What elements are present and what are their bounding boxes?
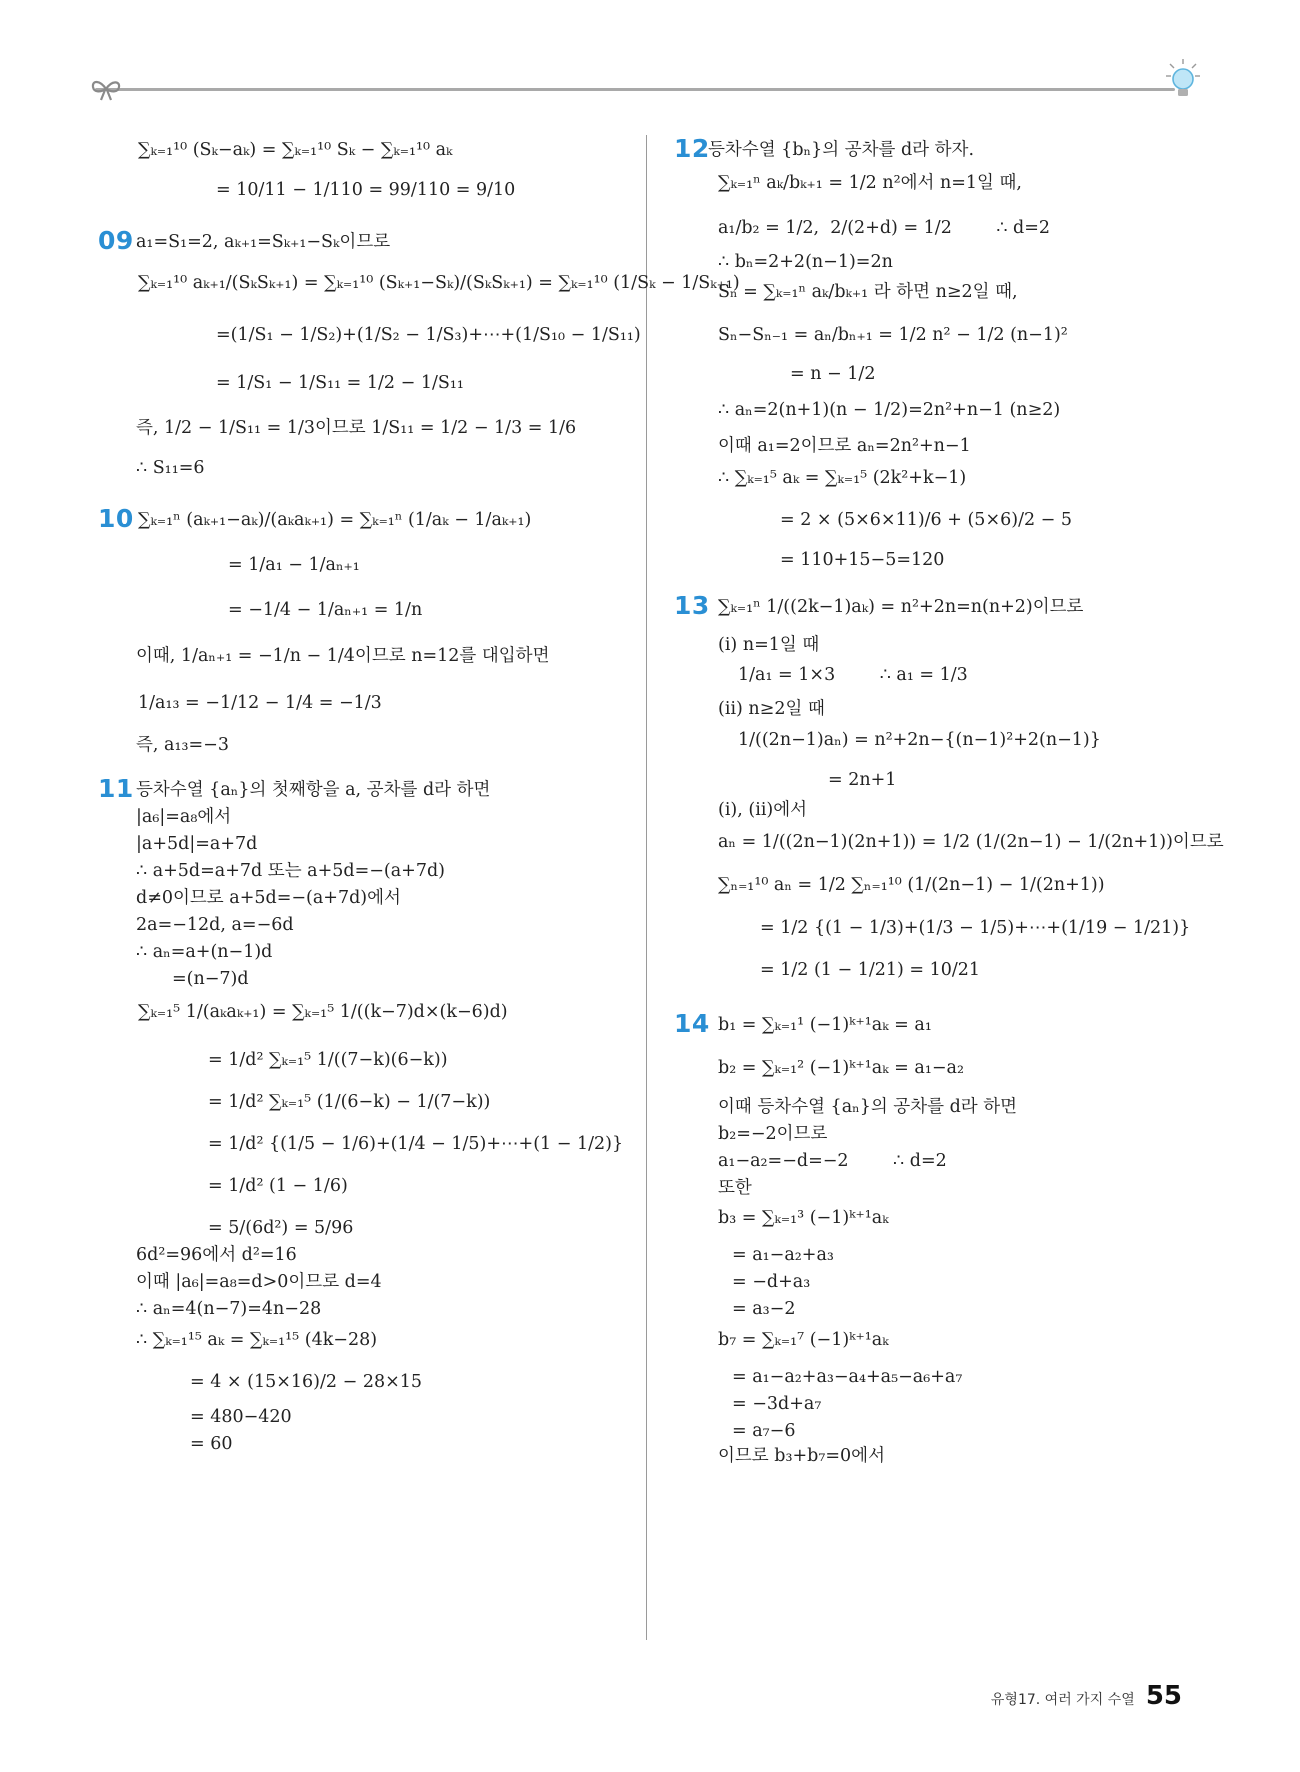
left-line: = 1/d² {(1/5 − 1/6)+(1/4 − 1/5)+⋯+(1 − 1/2)} bbox=[208, 1134, 624, 1154]
page-number: 55 bbox=[1145, 1681, 1182, 1711]
right-line: 이므로 b₃+b₇=0에서 bbox=[718, 1446, 885, 1466]
left-line: 1/a₁₃ = −1/12 − 1/4 = −1/3 bbox=[138, 693, 382, 713]
right-line: Sₙ−Sₙ₋₁ = aₙ/bₙ₊₁ = 1/2 n² − 1/2 (n−1)² bbox=[718, 325, 1068, 345]
right-line: = a₃−2 bbox=[732, 1299, 796, 1319]
right-line: = 110+15−5=120 bbox=[780, 550, 945, 570]
question-number-13: 13 bbox=[674, 591, 710, 620]
right-line: b₁ = ∑ₖ₌₁¹ (−1)ᵏ⁺¹aₖ = a₁ bbox=[718, 1015, 932, 1035]
right-line: = a₁−a₂+a₃−a₄+a₅−a₆+a₇ bbox=[732, 1367, 963, 1387]
right-line: 1/a₁ = 1×3 ∴ a₁ = 1/3 bbox=[738, 665, 968, 685]
right-line: ∴ aₙ=2(n+1)(n − 1/2)=2n²+n−1 (n≥2) bbox=[718, 400, 1061, 420]
page-footer bbox=[991, 1681, 1182, 1711]
right-line: 또한 bbox=[718, 1178, 752, 1198]
right-line: (ⅰ) n=1일 때 bbox=[718, 635, 820, 655]
right-line: = −d+a₃ bbox=[732, 1272, 811, 1292]
left-line: 2a=−12d, a=−6d bbox=[136, 915, 294, 935]
footer-title: 유형17. 여러 가지 수열 bbox=[990, 1692, 1135, 1708]
left-line: = 5/(6d²) = 5/96 bbox=[208, 1218, 354, 1238]
right-line: Sₙ = ∑ₖ₌₁ⁿ aₖ/bₖ₊₁ 라 하면 n≥2일 때, bbox=[718, 282, 1018, 302]
left-line: |a+5d|=a+7d bbox=[136, 834, 258, 854]
right-line: ∑ₖ₌₁ⁿ 1/((2k−1)aₖ) = n²+2n=n(n+2)이므로 bbox=[718, 597, 1084, 617]
right-line: ∴ bₙ=2+2(n−1)=2n bbox=[718, 252, 893, 272]
left-line: = 1/d² ∑ₖ₌₁⁵ (1/(6−k) − 1/(7−k)) bbox=[208, 1092, 491, 1112]
right-line: 이때 a₁=2이므로 aₙ=2n²+n−1 bbox=[718, 436, 971, 456]
top-rule bbox=[95, 88, 1175, 91]
left-line: 이때, 1/aₙ₊₁ = −1/n − 1/4이므로 n=12를 대입하면 bbox=[136, 646, 550, 666]
right-line: 1/((2n−1)aₙ) = n²+2n−{(n−1)²+2(n−1)} bbox=[738, 730, 1101, 750]
right-line: = a₁−a₂+a₃ bbox=[732, 1245, 834, 1265]
question-number-10: 10 bbox=[98, 504, 134, 533]
left-line: ∴ ∑ₖ₌₁¹⁵ aₖ = ∑ₖ₌₁¹⁵ (4k−28) bbox=[136, 1330, 378, 1350]
left-line: 이때 |a₆|=a₈=d>0이므로 d=4 bbox=[136, 1272, 382, 1292]
right-line: ∑ₖ₌₁ⁿ aₖ/bₖ₊₁ = 1/2 n²에서 n=1일 때, bbox=[718, 173, 1022, 193]
right-line: 등차수열 {bₙ}의 공차를 d라 하자. bbox=[708, 140, 975, 160]
left-line: ∑ₖ₌₁ⁿ (aₖ₊₁−aₖ)/(aₖaₖ₊₁) = ∑ₖ₌₁ⁿ (1/aₖ − 1/aₖ₊₁) bbox=[138, 510, 532, 530]
right-line: = −3d+a₇ bbox=[732, 1394, 822, 1414]
left-line: = 1/S₁ − 1/S₁₁ = 1/2 − 1/S₁₁ bbox=[216, 373, 464, 393]
left-line: ∴ a+5d=a+7d 또는 a+5d=−(a+7d) bbox=[136, 861, 446, 881]
left-line: ∑ₖ₌₁¹⁰ aₖ₊₁/(SₖSₖ₊₁) = ∑ₖ₌₁¹⁰ (Sₖ₊₁−Sₖ)/(SₖSₖ₊₁) = ∑ₖ₌₁¹⁰ (1/Sₖ − 1/Sₖ₊₁) bbox=[138, 273, 740, 293]
left-line: ∑ₖ₌₁⁵ 1/(aₖaₖ₊₁) = ∑ₖ₌₁⁵ 1/((k−7)d×(k−6)d) bbox=[138, 1002, 508, 1022]
left-line: a₁=S₁=2, aₖ₊₁=Sₖ₊₁−Sₖ이므로 bbox=[136, 232, 391, 252]
left-line: 즉, a₁₃=−3 bbox=[136, 735, 229, 755]
left-line: = 1/d² (1 − 1/6) bbox=[208, 1176, 348, 1196]
left-line: = 1/a₁ − 1/aₙ₊₁ bbox=[228, 555, 360, 575]
left-line: = 4 × (15×16)/2 − 28×15 bbox=[190, 1372, 423, 1392]
left-line: ∴ S₁₁=6 bbox=[136, 458, 205, 478]
left-line: = 1/d² ∑ₖ₌₁⁵ 1/((7−k)(6−k)) bbox=[208, 1050, 448, 1070]
right-line: ∴ ∑ₖ₌₁⁵ aₖ = ∑ₖ₌₁⁵ (2k²+k−1) bbox=[718, 468, 967, 488]
left-line: ∴ aₙ=4(n−7)=4n−28 bbox=[136, 1299, 322, 1319]
right-line: b₂ = ∑ₖ₌₁² (−1)ᵏ⁺¹aₖ = a₁−a₂ bbox=[718, 1058, 964, 1078]
right-line: (ⅰ), (ⅱ)에서 bbox=[718, 800, 808, 820]
right-line: aₙ = 1/((2n−1)(2n+1)) = 1/2 (1/(2n−1) − 1/(2n+1))이므로 bbox=[718, 832, 1224, 852]
right-line: = 2n+1 bbox=[828, 770, 897, 790]
right-line: a₁−a₂=−d=−2 ∴ d=2 bbox=[718, 1151, 947, 1171]
right-line: ∑ₙ₌₁¹⁰ aₙ = 1/2 ∑ₙ₌₁¹⁰ (1/(2n−1) − 1/(2n+1)) bbox=[718, 875, 1105, 895]
left-line: = −1/4 − 1/aₙ₊₁ = 1/n bbox=[228, 600, 423, 620]
question-number-09: 09 bbox=[98, 226, 134, 255]
lightbulb-icon bbox=[1165, 58, 1201, 100]
left-line: 6d²=96에서 d²=16 bbox=[136, 1245, 297, 1265]
left-line: = 10/11 − 1/110 = 99/110 = 9/10 bbox=[216, 180, 516, 200]
right-line: = 2 × (5×6×11)/6 + (5×6)/2 − 5 bbox=[780, 510, 1073, 530]
question-number-12: 12 bbox=[674, 134, 710, 163]
left-line: 등차수열 {aₙ}의 첫째항을 a, 공차를 d라 하면 bbox=[136, 780, 491, 800]
left-line: = 60 bbox=[190, 1434, 233, 1454]
left-line: = 480−420 bbox=[190, 1407, 292, 1427]
right-line: b₃ = ∑ₖ₌₁³ (−1)ᵏ⁺¹aₖ bbox=[718, 1208, 889, 1228]
left-line: =(1/S₁ − 1/S₂)+(1/S₂ − 1/S₃)+⋯+(1/S₁₀ − 1/S₁₁) bbox=[216, 325, 641, 345]
right-line: = 1/2 {(1 − 1/3)+(1/3 − 1/5)+⋯+(1/19 − 1/21)} bbox=[760, 918, 1191, 938]
right-line: b₂=−2이므로 bbox=[718, 1124, 828, 1144]
right-line: a₁/b₂ = 1/2, 2/(2+d) = 1/2 ∴ d=2 bbox=[718, 218, 1051, 238]
right-line: = n − 1/2 bbox=[790, 364, 876, 384]
left-line: |a₆|=a₈에서 bbox=[136, 807, 232, 827]
right-line: (ⅱ) n≥2일 때 bbox=[718, 699, 825, 719]
left-line: ∴ aₙ=a+(n−1)d bbox=[136, 942, 273, 962]
left-line: =(n−7)d bbox=[172, 969, 249, 989]
column-divider bbox=[646, 135, 647, 1640]
question-number-11: 11 bbox=[98, 774, 134, 803]
right-line: = 1/2 (1 − 1/21) = 10/21 bbox=[760, 960, 981, 980]
question-number-14: 14 bbox=[674, 1009, 710, 1038]
right-line: = a₇−6 bbox=[732, 1421, 796, 1441]
bow-ribbon-icon bbox=[90, 76, 122, 102]
right-line: 이때 등차수열 {aₙ}의 공차를 d라 하면 bbox=[718, 1097, 1018, 1117]
left-line: 즉, 1/2 − 1/S₁₁ = 1/3이므로 1/S₁₁ = 1/2 − 1/3 = 1/6 bbox=[136, 418, 577, 438]
left-line: d≠0이므로 a+5d=−(a+7d)에서 bbox=[136, 888, 401, 908]
left-line: ∑ₖ₌₁¹⁰ (Sₖ−aₖ) = ∑ₖ₌₁¹⁰ Sₖ − ∑ₖ₌₁¹⁰ aₖ bbox=[138, 140, 453, 160]
right-line: b₇ = ∑ₖ₌₁⁷ (−1)ᵏ⁺¹aₖ bbox=[718, 1330, 889, 1350]
